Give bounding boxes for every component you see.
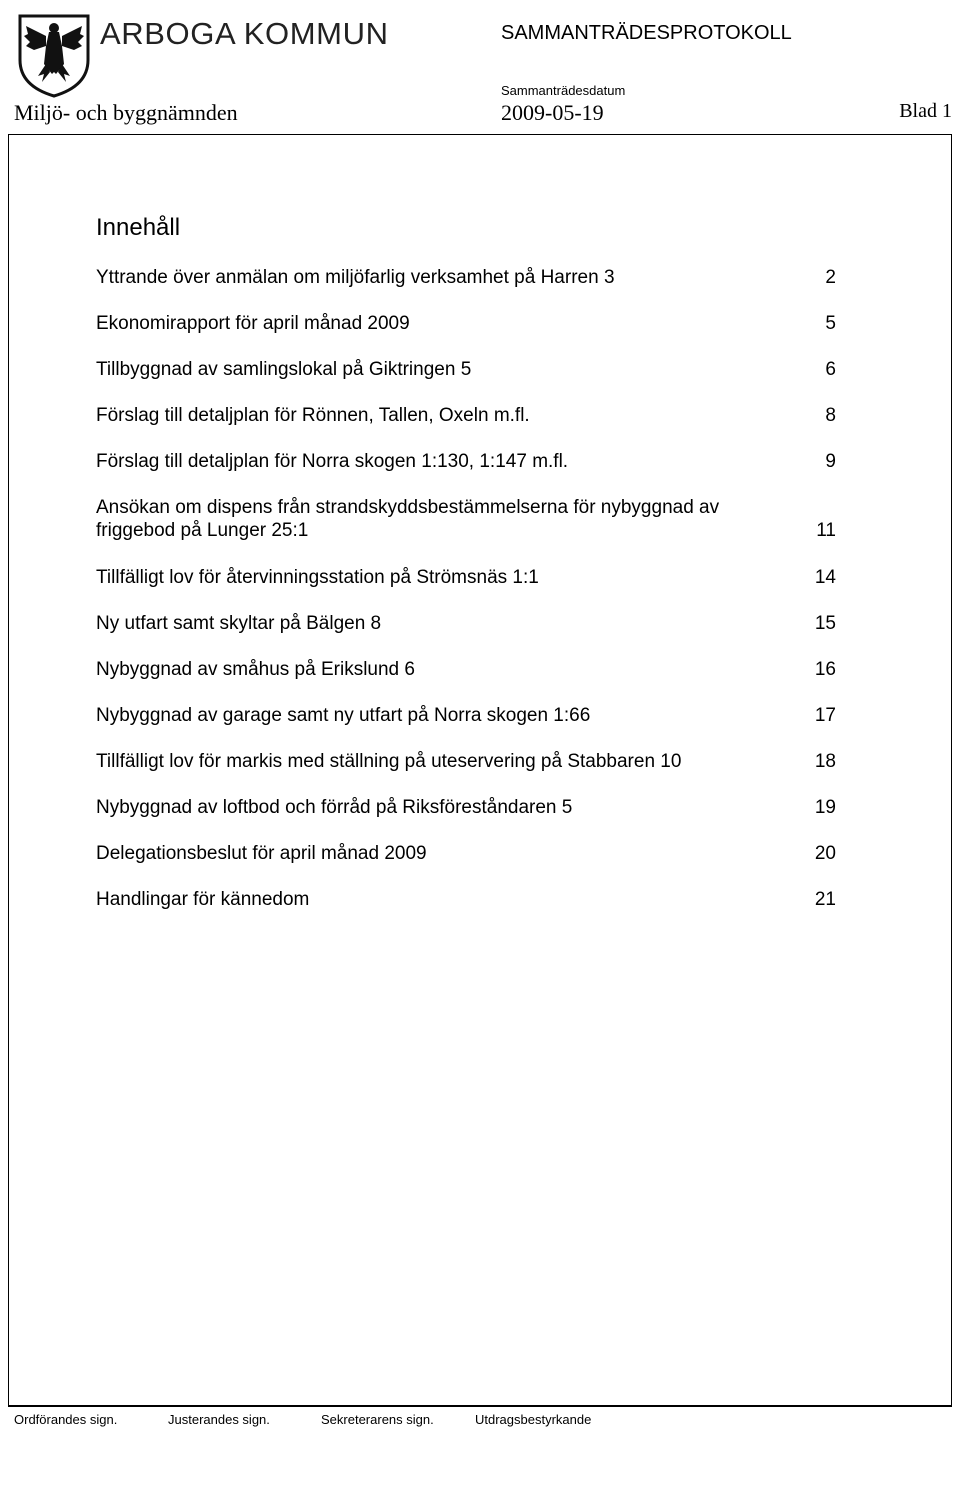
toc-item-text: Nybyggnad av småhus på Erikslund 6 <box>96 659 415 680</box>
toc-item <box>96 842 836 865</box>
toc-item-text: Yttrande över anmälan om miljöfarlig verksamhet på Harren 3 <box>96 267 615 288</box>
toc-item-page: 9 <box>825 451 836 472</box>
toc-item-page: 5 <box>825 313 836 334</box>
toc-item-text: Nybyggnad av loftbod och förråd på Riksföreståndaren 5 <box>96 797 573 818</box>
toc-item-page: 16 <box>814 659 836 680</box>
toc-item-page: 21 <box>814 889 836 910</box>
toc-item-text: Förslag till detaljplan för Rönnen, Tallen, Oxeln m.fl. <box>96 405 530 426</box>
toc-item-page: 19 <box>814 797 836 818</box>
toc-item <box>96 888 836 911</box>
toc-item-page: 18 <box>814 751 836 772</box>
secretary-signature-label: Sekreterarens sign. <box>321 1412 434 1427</box>
toc-item <box>96 704 836 727</box>
toc-item <box>96 450 836 473</box>
toc-item <box>96 496 836 542</box>
document-type: SAMMANTRÄDESPROTOKOLL <box>501 22 792 44</box>
toc-item <box>96 658 836 681</box>
toc-item-page: 6 <box>825 359 836 380</box>
toc-item <box>96 796 836 819</box>
sheet-number: Blad 1 <box>899 100 952 122</box>
toc-item <box>96 750 836 773</box>
toc-title: Innehåll <box>96 214 181 241</box>
committee-name: Miljö- och byggnämnden <box>14 100 238 125</box>
toc-item-text: Tillfälligt lov för återvinningsstation på Strömsnäs 1:1 <box>96 567 539 588</box>
toc-item-text: Nybyggnad av garage samt ny utfart på Norra skogen 1:66 <box>96 705 591 726</box>
toc-item <box>96 612 836 635</box>
organization-name: ARBOGA KOMMUN <box>100 16 389 51</box>
toc-item <box>96 566 836 589</box>
chair-signature-label: Ordförandes sign. <box>14 1412 118 1427</box>
toc-item-page: 8 <box>825 405 836 426</box>
meeting-date-label: Sammanträdesdatum <box>501 83 626 98</box>
toc-item <box>96 404 836 427</box>
toc-item-page: 2 <box>825 267 836 288</box>
toc-item-page: 14 <box>814 567 836 588</box>
toc-item-page: 11 <box>816 520 836 541</box>
coat-of-arms-icon <box>16 12 92 98</box>
toc-item-text: Ekonomirapport för april månad 2009 <box>96 313 410 334</box>
toc-item <box>96 358 836 381</box>
toc-item <box>96 312 836 335</box>
footer-divider <box>8 1406 952 1407</box>
toc-item-text: Delegationsbeslut för april månad 2009 <box>96 843 427 864</box>
toc-item-text: Ny utfart samt skyltar på Bälgen 8 <box>96 613 382 634</box>
toc-item-page: 20 <box>814 843 836 864</box>
toc-item-text: Tillfälligt lov för markis med ställning på uteservering på Stabbaren 10 <box>96 751 682 772</box>
toc-item-page: 17 <box>814 705 836 726</box>
toc-item-text: Ansökan om dispens från strandskyddsbestämmelserna för nybyggnad av friggebod på Lunger 25:1 <box>96 497 720 541</box>
adjuster-signature-label: Justerandes sign. <box>168 1412 270 1427</box>
extract-certification-label: Utdragsbestyrkande <box>475 1412 592 1427</box>
toc-item-page: 15 <box>814 613 836 634</box>
toc-item-text: Förslag till detaljplan för Norra skogen 1:130, 1:147 m.fl. <box>96 451 569 472</box>
toc-item <box>96 266 836 289</box>
toc-item-text: Handlingar för kännedom <box>96 889 310 910</box>
toc-item-text: Tillbyggnad av samlingslokal på Giktringen 5 <box>96 359 472 380</box>
meeting-date: 2009-05-19 <box>501 100 604 125</box>
